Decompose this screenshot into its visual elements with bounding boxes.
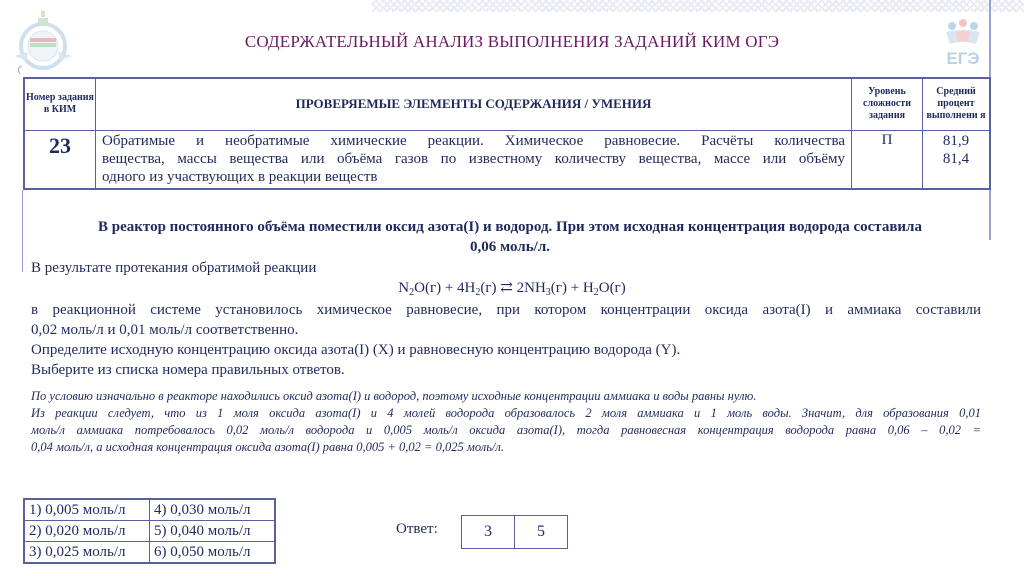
header-content-elements: ПРОВЕРЯЕМЫЕ ЭЛЕМЕНТЫ СОДЕРЖАНИЯ / УМЕНИЯ (96, 78, 852, 130)
solution-line: Из реакции следует, что из 1 моля оксида азота(I) и 4 молей водорода образовалось 2 моля аммиака и 1 моль воды. Значит, для образования 0,01 (31, 406, 981, 420)
description-line: вещества, массы вещества или объёма газов по известному количеству вещества, массе или объёму (102, 150, 845, 167)
option-1: 1) 0,005 моль/л (24, 499, 150, 521)
answer-x: 3 (462, 516, 515, 549)
header-task-number: Номер задания в КИМ (24, 78, 96, 130)
answer-y: 5 (515, 516, 568, 549)
body-line-2: 0,02 моль/л и 0,01 моль/л соответственно. (31, 322, 299, 338)
reaction-equation: $N_2O(г) + 4H_2(г)$ ⇄ $2NH_3(г) + H_2O(г)$ (398, 280, 626, 298)
task-instruction: Выберите из списка номера правильных ответов. (31, 362, 345, 378)
solution-line: По условию изначально в реакторе находились оксид азота(I) и водород, поэтому исходные концентрации аммиака и воды равны нулю. (31, 389, 757, 403)
solution-line: моль/л аммиака потребовалось 0,02 моль/л водорода и 0,005 моль/л оксида азота(I), тогда равновесная концентрация водорода равна 0,06 – 0,02 = (31, 423, 981, 437)
task-question: Определите исходную концентрацию оксида азота(I) (X) и равновесную концентрацию водорода (Y). (31, 342, 681, 358)
percent-value-2: 81,4 (942, 150, 970, 167)
avg-percent (923, 130, 991, 189)
decorative-pattern (372, 0, 1024, 12)
answer-box (461, 515, 568, 549)
description-line: одного из участвующих в реакции веществ (102, 168, 378, 185)
header-avg-percent: Средний процент выполнени я (923, 78, 991, 130)
task-condition-bold (30, 217, 990, 257)
svg-text:ЕГЭ: ЕГЭ (946, 49, 980, 68)
decorative-rule-left (22, 190, 23, 272)
body-line-1: в реакционной системе установилось химическое равновесие, при котором концентрации оксида азота(I) и аммиака составили (31, 302, 981, 318)
task-body (31, 300, 981, 380)
option-5: 5) 0,040 моль/л (150, 521, 276, 542)
condition-line-2: 0,06 моль/л. (469, 239, 550, 255)
option-2: 2) 0,020 моль/л (24, 521, 150, 542)
header-difficulty-level: Уровень сложности задания (852, 78, 923, 130)
task-number: 23 (24, 130, 96, 189)
page-title: СОДЕРЖАТЕЛЬНЫЙ АНАЛИЗ ВЫПОЛНЕНИЯ ЗАДАНИЙ КИМ ОГЭ (244, 32, 780, 51)
solution-line: 0,04 моль/л, а исходная концентрация оксида азота(I) равна 0,005 + 0,02 = 0,025 моль/л. (31, 440, 504, 454)
task-description (96, 130, 852, 189)
kim-content-table (23, 77, 991, 190)
percent-value-1: 81,9 (942, 132, 970, 149)
answer-label: Ответ: (396, 521, 438, 537)
condition-line-1: В реактор постоянного объёма поместили оксид азота(I) и водород. При этом исходная концентрация водорода составила (98, 219, 922, 235)
solution-explanation (31, 388, 981, 456)
description-line: Обратимые и необратимые химические реакции. Химическое равновесие. Расчёты количества (102, 132, 845, 149)
option-4: 4) 0,030 моль/л (150, 499, 276, 521)
task-intro: В результате протекания обратимой реакции (31, 260, 317, 276)
difficulty-level: П (852, 130, 923, 189)
answer-options-table (23, 498, 276, 564)
option-3: 3) 0,025 моль/л (24, 542, 150, 564)
option-6: 6) 0,050 моль/л (150, 542, 276, 564)
